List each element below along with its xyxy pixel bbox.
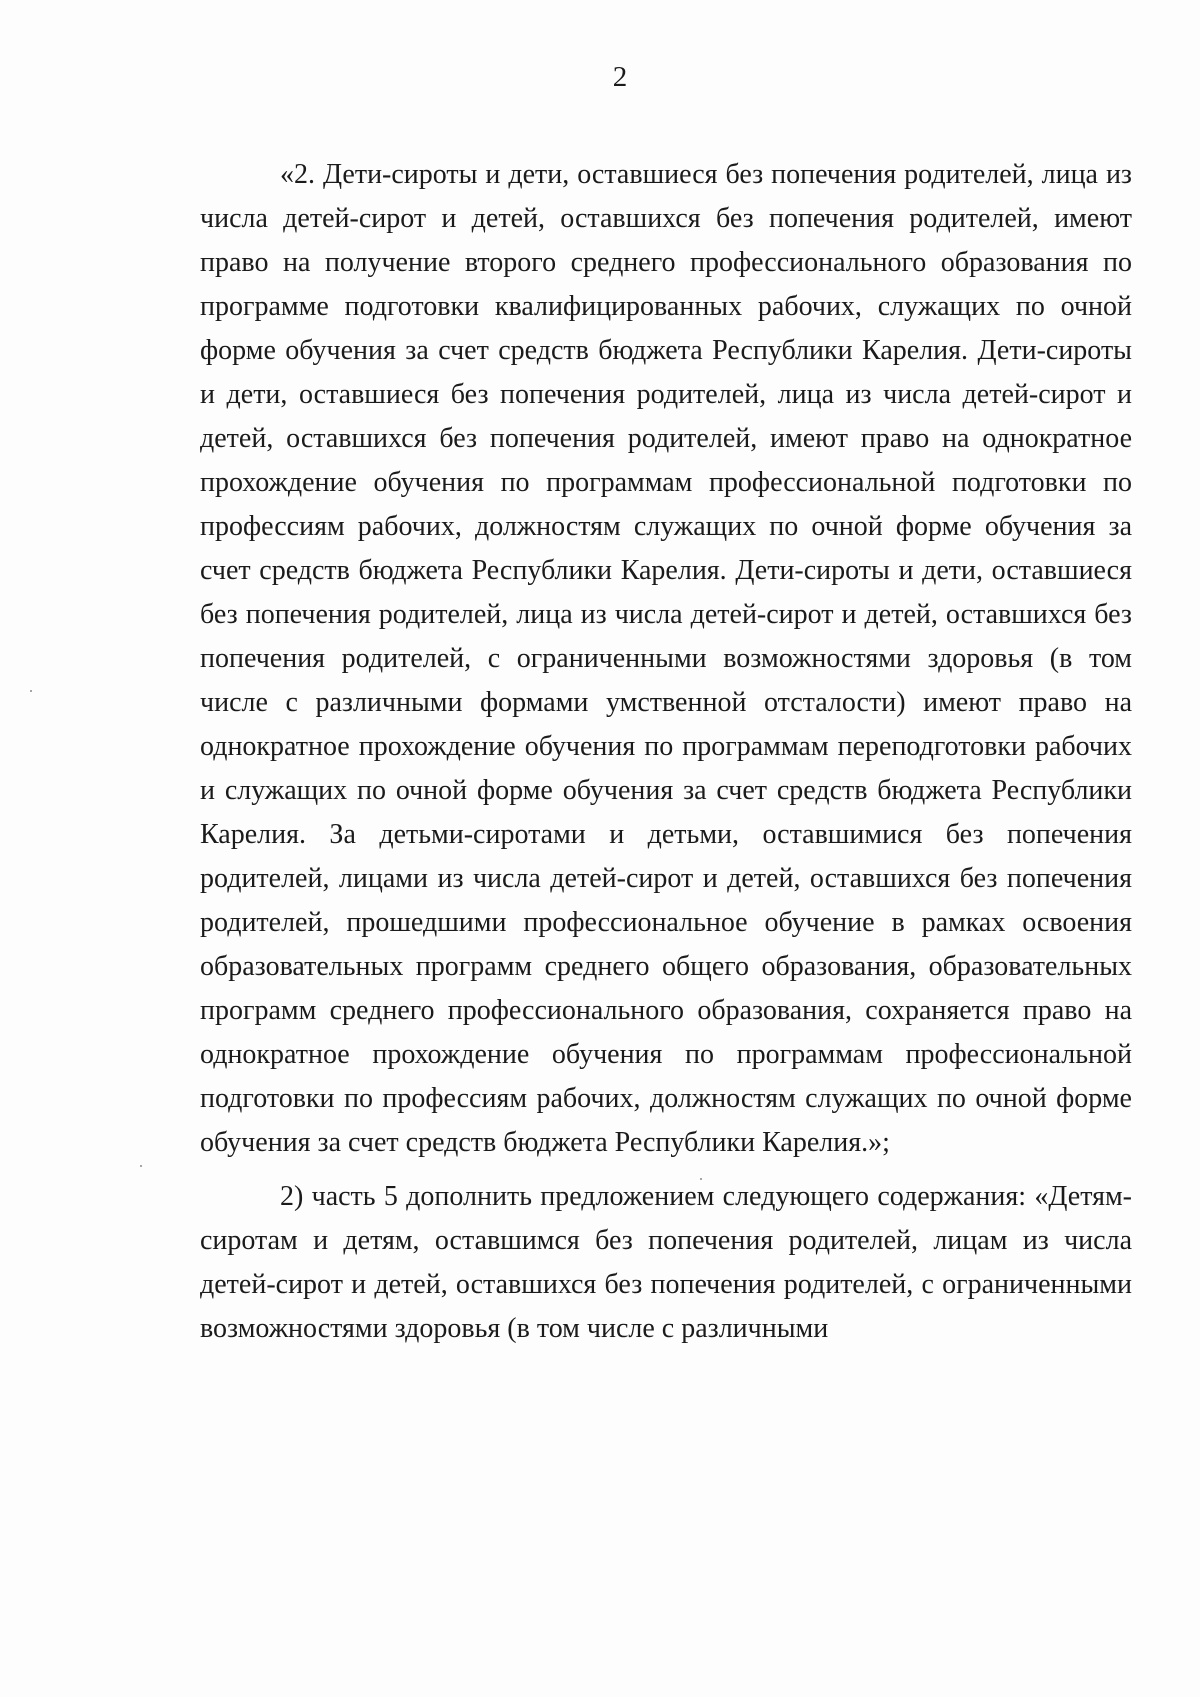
scan-speck [140,1165,142,1167]
paragraph-2: 2) часть 5 дополнить предложением следующего содержания: «Детям-сиротам и детям, оставшимся без попечения родителей, лицам из числа детей-сирот и детей, оставшихся без попечения родителей, с ограниченными возможностями здоровья (в том числе с различными [200,1181,1132,1344]
document-body [200,153,1132,1351]
paragraph-1: «2. Дети-сироты и дети, оставшиеся без попечения родителей, лица из числа детей-сирот и детей, оставшихся без попечения родителей, имеют право на получение второго среднего профессионального образования по программе подготовки квалифицированных рабочих, служащих по очной форме обучения за счет средств бюджета Республики Карелия. Дети-сироты и дети, оставшиеся без попечения родителей, лица из числа детей-сирот и детей, оставшихся без попечения родителей, имеют право на однократное прохождение обучения по программам профессиональной подготовки по профессиям рабочих, должностям служащих по очной форме обучения за счет средств бюджета Республики Карелия. Дети-сироты и дети, оставшиеся без попечения родителей, лица из числа детей-сирот и детей, оставшихся без попечения родителей, с ограниченными возможностями здоровья (в том числе с различными формами умственной отсталости) имеют право на однократное прохождение обучения по программам переподготовки рабочих и служащих по очной форме обучения за счет средств бюджета Республики Карелия. За детьми-сиротами и детьми, оставшимися без попечения родителей, лицами из числа детей-сирот и детей, оставшихся без попечения родителей, прошедшими профессиональное обучение в рамках освоения образовательных программ среднего общего образования, образовательных программ среднего профессионального образования, сохраняется право на однократное прохождение обучения по программам профессиональной подготовки по профессиям рабочих, должностям служащих по очной форме обучения за счет средств бюджета Республики Карелия.»; [200,159,1132,1158]
scan-speck [30,690,32,692]
scan-speck [700,1178,702,1180]
page-number: 2 [612,61,628,93]
